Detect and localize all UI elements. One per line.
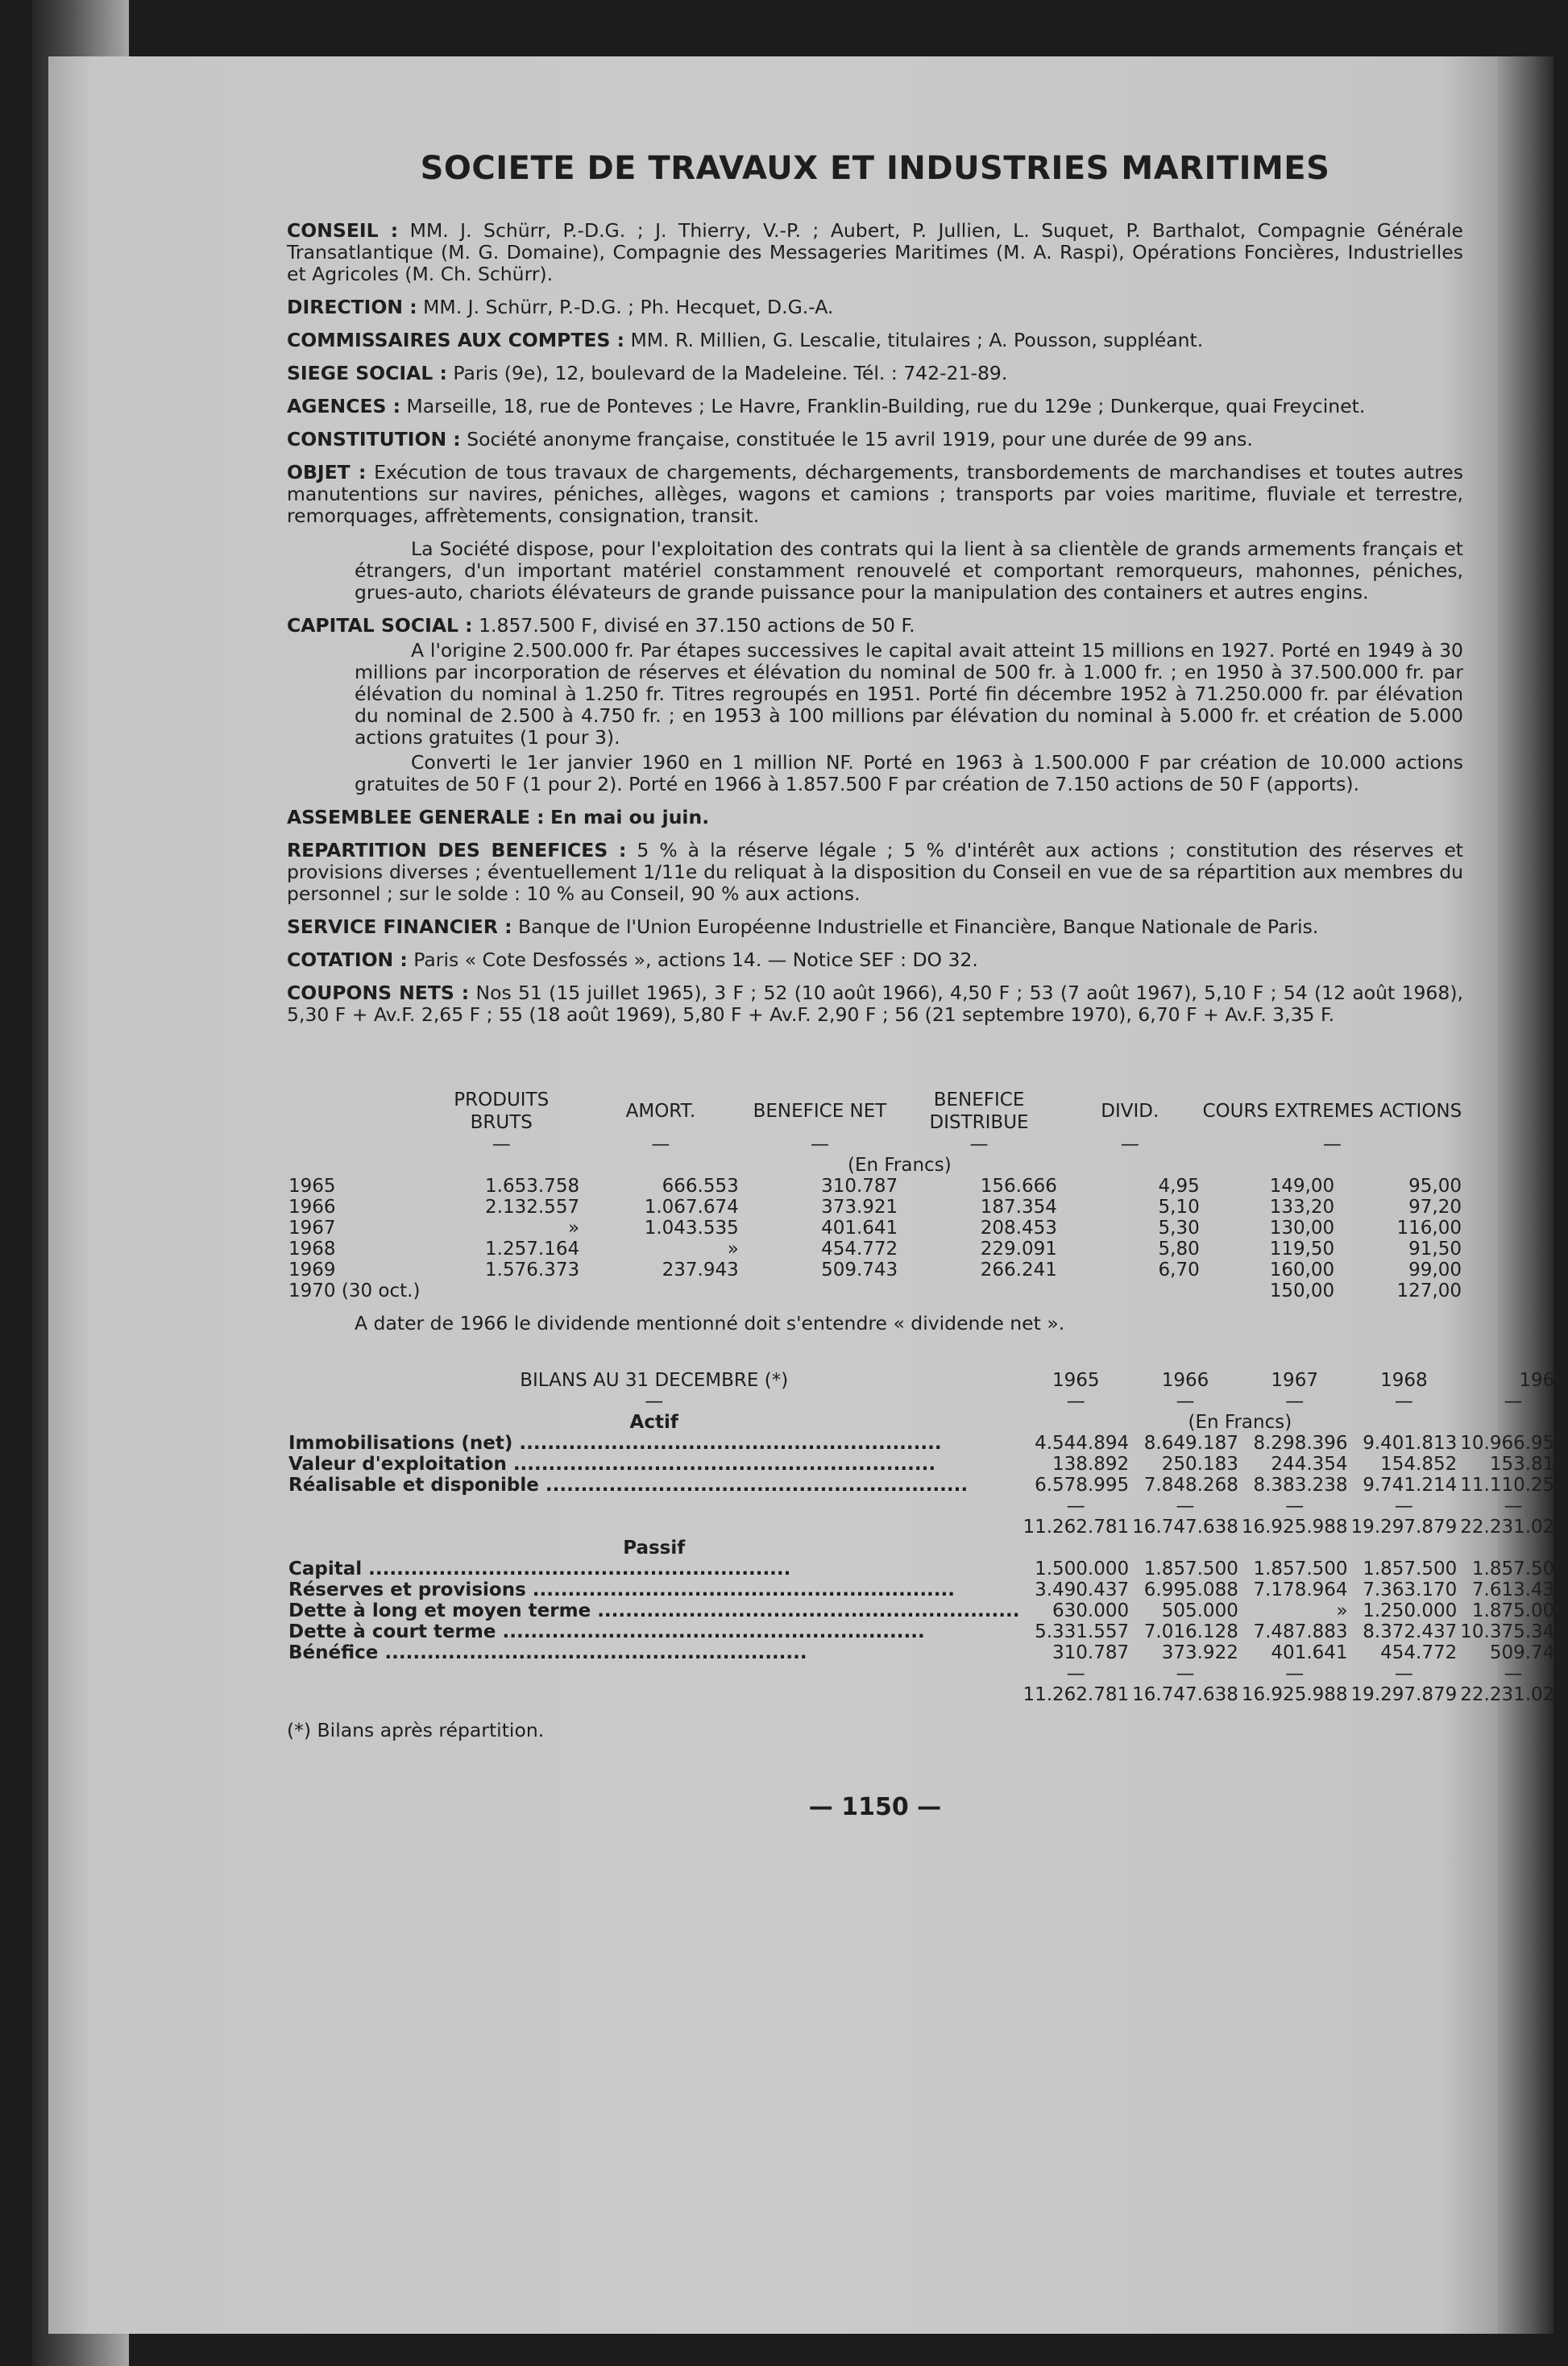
value-cell <box>1059 1281 1201 1301</box>
value-cell: 130,00 <box>1269 1218 1335 1239</box>
total-cell: 16.925.988 <box>1241 1684 1348 1705</box>
section-coupons-nets <box>287 982 1463 1026</box>
page-number: — 1150 — <box>808 1793 942 1821</box>
section-label: DIRECTION : <box>287 296 417 318</box>
value-cell: 5,80 <box>1158 1239 1200 1260</box>
section-text: Banque de l'Union Européenne Industrielle et Financière, Banque Nationale de Paris. <box>518 915 1319 938</box>
sections-bottom <box>287 807 1463 1026</box>
table-row <box>287 1260 1463 1281</box>
table-row <box>287 1239 1463 1260</box>
results-unit-row <box>287 1155 1463 1176</box>
year-cell: 1967 <box>288 1218 336 1239</box>
value-cell: 373.921 <box>821 1197 898 1218</box>
section-label: ASSEMBLEE GENERALE : <box>287 806 545 828</box>
dash: — <box>1120 1134 1139 1155</box>
section-cotation <box>287 949 1463 971</box>
value-cell: 1.043.535 <box>644 1218 739 1239</box>
value-cell: 229.091 <box>980 1239 1057 1260</box>
value-cell: 150,00 <box>1269 1281 1335 1301</box>
value-cell: 9.741.214 <box>1363 1475 1458 1496</box>
value-cell: 4,95 <box>1158 1176 1200 1197</box>
row-label: Réserves et provisions ............................................................ <box>288 1579 956 1600</box>
value-cell: 5.331.557 <box>1035 1621 1130 1642</box>
section-text: Paris « Cote Desfossés », actions 14. — Notice SEF : DO 32. <box>413 948 978 971</box>
table-row <box>287 1197 1463 1218</box>
year-header: 1969 <box>1519 1370 1566 1391</box>
value-cell: 310.787 <box>821 1176 898 1197</box>
year-header: 1965 <box>1052 1370 1100 1391</box>
results-header-row <box>287 1089 1463 1134</box>
balance-title: BILANS AU 31 DECEMBRE (*) <box>520 1370 789 1391</box>
value-cell: 1.857.500 <box>1471 1559 1566 1579</box>
value-cell: 509.743 <box>1489 1642 1566 1663</box>
passif-header-row <box>287 1538 1568 1559</box>
value-cell: 454.772 <box>1380 1642 1458 1663</box>
capital-paragraph-2: Converti le 1er janvier 1960 en 1 million NF. Porté en 1963 à 1.500.000 F par création de 10.000 actions gratuites de 50 F (1 pour 2). Porté en 1966 à 1.857.500 F par création de 7.150 actions de 50 F (apports). <box>355 751 1463 795</box>
value-cell: 1.067.674 <box>644 1197 739 1218</box>
value-cell: 666.553 <box>662 1176 739 1197</box>
value-cell: 5,10 <box>1158 1197 1200 1218</box>
header-produits-bruts: PRODUITS BRUTS <box>454 1090 550 1133</box>
value-cell: 1.857.500 <box>1143 1559 1238 1579</box>
balance-footnote: (*) Bilans après répartition. <box>287 1719 545 1741</box>
section-label: COTATION : <box>287 948 408 971</box>
section-label: CONSTITUTION : <box>287 428 461 450</box>
value-cell: 11.110.254 <box>1460 1475 1566 1496</box>
year-cell: 1966 <box>288 1197 336 1218</box>
section-commissaires-aux-comptes <box>287 330 1463 351</box>
value-cell: 149,00 <box>1269 1176 1335 1197</box>
value-cell: 8.649.187 <box>1143 1433 1238 1454</box>
dash: — <box>492 1134 511 1155</box>
balance-unit-label: (En Francs) <box>1188 1412 1292 1433</box>
dash: — <box>1176 1496 1195 1517</box>
section-service-financier <box>287 916 1463 938</box>
value-cell: 8.383.238 <box>1253 1475 1348 1496</box>
dash: — <box>1285 1663 1305 1684</box>
page-content <box>287 150 1566 1821</box>
value-cell: » <box>1336 1600 1348 1621</box>
total-cell: 16.747.638 <box>1132 1684 1238 1705</box>
value-cell: 630.000 <box>1052 1600 1130 1621</box>
spacer <box>287 1496 1021 1517</box>
section-objet <box>287 462 1463 527</box>
total-cell: 19.297.879 <box>1350 1684 1458 1705</box>
dash: — <box>1394 1663 1413 1684</box>
value-cell: 156.666 <box>980 1176 1057 1197</box>
total-cell: 16.747.638 <box>1132 1517 1238 1538</box>
dash: — <box>1285 1496 1305 1517</box>
value-cell <box>421 1281 581 1301</box>
section-text: Marseille, 18, rue de Ponteves ; Le Havre, Franklin-Building, rue du 129e ; Dunkerque, quai Freycinet. <box>406 395 1366 417</box>
value-cell: 119,50 <box>1269 1239 1335 1260</box>
results-table <box>287 1089 1463 1301</box>
table-row <box>287 1454 1568 1475</box>
section-text: MM. R. Millien, G. Lescalie, titulaires ; A. Pousson, suppléant. <box>630 329 1204 351</box>
value-cell: 99,00 <box>1408 1260 1462 1281</box>
section-constitution <box>287 429 1463 450</box>
value-cell <box>581 1281 740 1301</box>
dash: — <box>1066 1391 1085 1412</box>
year-cell: 1968 <box>288 1239 336 1260</box>
dash: — <box>1066 1496 1085 1517</box>
value-cell: 7.178.964 <box>1253 1579 1348 1600</box>
year-header: 1966 <box>1161 1370 1209 1391</box>
section-direction <box>287 297 1463 318</box>
section-assemblee-generale <box>287 807 1463 828</box>
balance-header-row <box>287 1370 1568 1391</box>
table-row <box>287 1621 1568 1642</box>
section-repartition-des-benefices <box>287 840 1463 905</box>
sections-top <box>287 220 1463 527</box>
total-cell: 22.231.025 <box>1460 1684 1566 1705</box>
objet-paragraph-2: La Société dispose, pour l'exploitation des contrats qui la lient à sa clientèle de grands armements français et étrangers, d'un important matériel constamment renouvelé et comportant remorqueurs, mahonnes, péniches, grues-auto, chariots élévateurs de grande puissance pour la manipulation des containers et autres engins. <box>355 538 1463 604</box>
section-text: Exécution de tous travaux de chargements, déchargements, transbordements de marchandises et toutes autres manutentions sur navires, péniches, allèges, wagons et camions ; transports par voies maritime, fluviale et terrestre, remorquages, affrètements, consignation, transit. <box>287 461 1464 527</box>
row-label: Dette à court terme ............................................................ <box>288 1621 925 1642</box>
row-label: Dette à long et moyen terme ............................................................ <box>288 1600 1020 1621</box>
table-row <box>287 1559 1568 1579</box>
section-text: Nos 51 (15 juillet 1965), 3 F ; 52 (10 août 1966), 4,50 F ; 53 (7 août 1967), 5,10 F ; 54 (12 août 1968), 5,30 F + Av.F. 2,65 F ; 55 (18 août 1969), 5,80 F + Av.F. 2,90 F ; 56 (21 septembre 1970), 6,70 F + Av.F. 3,35 F. <box>287 982 1463 1026</box>
value-cell: » <box>568 1218 580 1239</box>
value-cell: 373.922 <box>1161 1642 1238 1663</box>
value-cell: 509.743 <box>821 1260 898 1281</box>
table-row <box>287 1600 1568 1621</box>
total-row <box>287 1517 1568 1538</box>
dash: — <box>969 1134 989 1155</box>
value-cell: 1.653.758 <box>485 1176 580 1197</box>
section-label: COMMISSAIRES AUX COMPTES : <box>287 329 624 351</box>
section-text: 5 % à la réserve légale ; 5 % d'intérêt aux actions ; constitution des réserves et provisions diverses ; éventuellement 1/11e du reliquat à la disposition du Conseil en vue de sa répartition aux membres du personnel ; sur le solde : 10 % au Conseil, 90 % aux actions. <box>287 839 1463 905</box>
value-cell: 6.578.995 <box>1035 1475 1130 1496</box>
value-cell: 401.641 <box>821 1218 898 1239</box>
value-cell: 153.814 <box>1489 1454 1566 1475</box>
section-text: Société anonyme française, constituée le 15 avril 1919, pour une durée de 99 ans. <box>467 428 1253 450</box>
value-cell: 10.375.349 <box>1460 1621 1566 1642</box>
section-label: OBJET : <box>287 461 367 484</box>
table-row <box>287 1176 1463 1197</box>
value-cell: 1.875.000 <box>1471 1600 1566 1621</box>
value-cell: 3.490.437 <box>1035 1579 1130 1600</box>
section-text: Paris (9e), 12, boulevard de la Madeleine. Tél. : 742-21-89. <box>453 362 1008 384</box>
value-cell: 10.966.957 <box>1460 1433 1566 1454</box>
passif-label: Passif <box>623 1538 686 1559</box>
value-cell: 7.848.268 <box>1143 1475 1238 1496</box>
section-label: SERVICE FINANCIER : <box>287 915 512 938</box>
total-row <box>287 1684 1568 1705</box>
value-cell: 237.943 <box>662 1260 739 1281</box>
spacer <box>287 1663 1021 1684</box>
dash: — <box>645 1391 664 1412</box>
dash: — <box>1066 1663 1085 1684</box>
value-cell: 9.401.813 <box>1363 1433 1458 1454</box>
unit-label: (En Francs) <box>847 1155 952 1176</box>
value-cell: 6.995.088 <box>1143 1579 1238 1600</box>
table-row <box>287 1433 1568 1454</box>
value-cell: 7.363.170 <box>1363 1579 1458 1600</box>
dash: — <box>1504 1496 1523 1517</box>
value-cell: 138.892 <box>1052 1454 1130 1475</box>
dash: — <box>810 1134 829 1155</box>
row-label: Bénéfice ............................................................ <box>288 1642 807 1663</box>
value-cell: 187.354 <box>980 1197 1057 1218</box>
year-header: 1967 <box>1271 1370 1318 1391</box>
value-cell: 7.016.128 <box>1143 1621 1238 1642</box>
capital-paragraph-1: A l'origine 2.500.000 fr. Par étapes successives le capital avait atteint 15 millions en 1927. Porté en 1949 à 30 millions par incorporation de réserves et élévation du nominal de 500 fr. à 1.000 fr. ; en 1950 à 37.500.000 fr. par élévation du nominal à 1.250 fr. Titres regroupés en 1951. Porté fin décembre 1952 à 71.250.000 fr. par élévation du nominal de 2.500 à 4.750 fr. ; en 1953 à 100 millions par élévation du nominal à 5.000 fr. et création de 5.000 actions gratuites (1 pour 3). <box>355 639 1463 749</box>
table-row <box>287 1642 1568 1663</box>
section-agences <box>287 396 1463 417</box>
dash: — <box>1322 1134 1342 1155</box>
value-cell: 116,00 <box>1396 1218 1462 1239</box>
value-cell: 133,20 <box>1269 1197 1335 1218</box>
page-edge <box>1497 56 1553 2334</box>
value-cell <box>899 1281 1059 1301</box>
value-cell: 4.544.894 <box>1035 1433 1130 1454</box>
dash: — <box>1176 1663 1195 1684</box>
value-cell: 97,20 <box>1408 1197 1462 1218</box>
value-cell: 5,30 <box>1158 1218 1200 1239</box>
dash: — <box>1176 1391 1195 1412</box>
row-label: Immobilisations (net) ............................................................ <box>288 1433 942 1454</box>
value-cell: 154.852 <box>1380 1454 1458 1475</box>
value-cell: 266.241 <box>980 1260 1057 1281</box>
section-text: 1.857.500 F, divisé en 37.150 actions de 50 F. <box>479 614 915 637</box>
section-label: AGENCES : <box>287 395 400 417</box>
value-cell: 1.257.164 <box>485 1239 580 1260</box>
dash: — <box>1394 1496 1413 1517</box>
value-cell: 8.298.396 <box>1253 1433 1348 1454</box>
value-cell <box>740 1281 899 1301</box>
section-text: MM. J. Schürr, P.-D.G. ; Ph. Hecquet, D.G.-A. <box>423 296 834 318</box>
total-cell: 19.297.879 <box>1350 1517 1458 1538</box>
spacer <box>287 1517 1021 1538</box>
value-cell: 505.000 <box>1161 1600 1238 1621</box>
value-cell: 1.857.500 <box>1253 1559 1348 1579</box>
results-dash-row <box>287 1134 1463 1155</box>
total-dash-row <box>287 1663 1568 1684</box>
spacer <box>287 1684 1021 1705</box>
section-label: CONSEIL : <box>287 219 399 242</box>
value-cell: 208.453 <box>980 1218 1057 1239</box>
header-divid: DIVID. <box>1101 1101 1159 1122</box>
value-cell: 1.500.000 <box>1035 1559 1130 1579</box>
section-label: CAPITAL SOCIAL : <box>287 614 473 637</box>
section-text: MM. J. Schürr, P.-D.G. ; J. Thierry, V.-P. ; Aubert, P. Jullien, L. Suquet, P. Barthalot, Compagnie Générale Transatlantique (M. G. Domaine), Compagnie des Messageries Maritimes (M. A. Raspi), Opérations Foncières, Industrielles et Agricoles (M. Ch. Schürr). <box>287 219 1464 285</box>
value-cell: 8.372.437 <box>1363 1621 1458 1642</box>
total-cell: 11.262.781 <box>1023 1684 1130 1705</box>
dividend-note: A dater de 1966 le dividende mentionné doit s'entendre « dividende net ». <box>355 1312 1065 1335</box>
dash: — <box>651 1134 670 1155</box>
dash: — <box>1504 1391 1523 1412</box>
value-cell: 454.772 <box>821 1239 898 1260</box>
row-label: Réalisable et disponible ............................................................ <box>288 1475 969 1496</box>
table-row <box>287 1281 1463 1301</box>
year-cell: 1969 <box>288 1260 336 1281</box>
actif-header-row <box>287 1412 1568 1433</box>
value-cell: 1.250.000 <box>1363 1600 1458 1621</box>
header-benefice-distribue: BENEFICE DISTRIBUE <box>929 1090 1029 1133</box>
value-cell: 6,70 <box>1158 1260 1200 1281</box>
row-label: Capital ............................................................ <box>288 1559 791 1579</box>
dash: — <box>1394 1391 1413 1412</box>
table-row <box>287 1218 1463 1239</box>
balance-dash-row <box>287 1391 1568 1412</box>
header-cours-extremes: COURS EXTREMES ACTIONS <box>1202 1101 1462 1122</box>
value-cell: 2.132.557 <box>485 1197 580 1218</box>
section-label: SIEGE SOCIAL : <box>287 362 447 384</box>
value-cell: 95,00 <box>1408 1176 1462 1197</box>
actif-label: Actif <box>629 1412 678 1433</box>
section-siege-social <box>287 363 1463 384</box>
value-cell: 1.576.373 <box>485 1260 580 1281</box>
value-cell: 160,00 <box>1269 1260 1335 1281</box>
value-cell: 127,00 <box>1396 1281 1462 1301</box>
section-capital <box>287 615 1463 795</box>
value-cell: 91,50 <box>1408 1239 1462 1260</box>
header-amort: AMORT. <box>625 1101 696 1122</box>
section-label: REPARTITION DES BENEFICES : <box>287 839 627 861</box>
total-cell: 22.231.025 <box>1460 1517 1566 1538</box>
header-benefice-net: BENEFICE NET <box>753 1101 887 1122</box>
page-title: SOCIETE DE TRAVAUX ET INDUSTRIES MARITIMES <box>420 150 1330 187</box>
section-label: COUPONS NETS : <box>287 982 470 1004</box>
value-cell: 1.857.500 <box>1363 1559 1458 1579</box>
value-cell: 401.641 <box>1271 1642 1348 1663</box>
section-conseil <box>287 220 1463 285</box>
total-dash-row <box>287 1496 1568 1517</box>
balance-table <box>287 1370 1568 1705</box>
value-cell: » <box>727 1239 739 1260</box>
row-label: Valeur d'exploitation ............................................................ <box>288 1454 936 1475</box>
year-cell: 1970 (30 oct.) <box>288 1281 421 1301</box>
year-cell: 1965 <box>288 1176 336 1197</box>
total-cell: 11.262.781 <box>1023 1517 1130 1538</box>
year-header: 1968 <box>1380 1370 1428 1391</box>
table-row <box>287 1475 1568 1496</box>
total-cell: 16.925.988 <box>1241 1517 1348 1538</box>
dash: — <box>1285 1391 1305 1412</box>
value-cell: 7.613.433 <box>1471 1579 1566 1600</box>
value-cell: 250.183 <box>1161 1454 1238 1475</box>
value-cell: 7.487.883 <box>1253 1621 1348 1642</box>
value-cell: 244.354 <box>1271 1454 1348 1475</box>
table-row <box>287 1579 1568 1600</box>
section-text: En mai ou juin. <box>550 806 710 828</box>
dash: — <box>1504 1663 1523 1684</box>
value-cell: 310.787 <box>1052 1642 1130 1663</box>
